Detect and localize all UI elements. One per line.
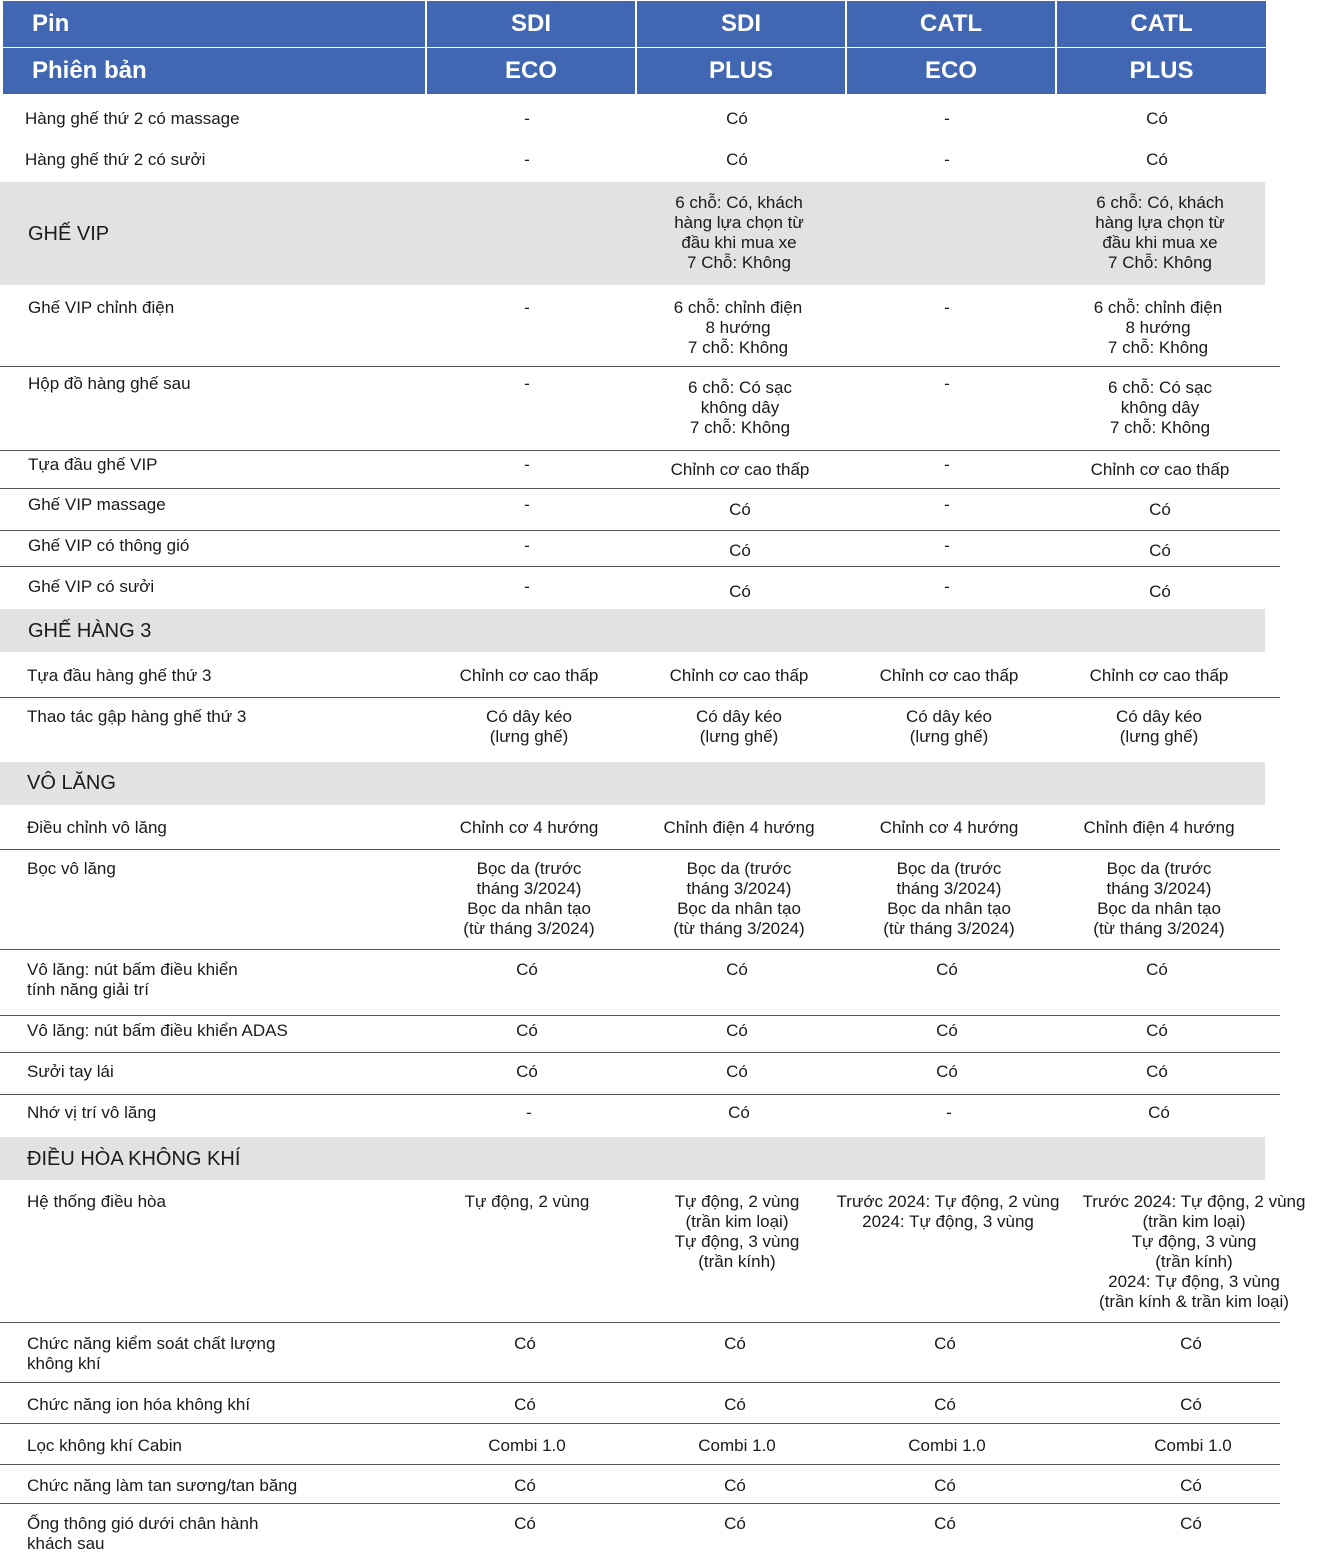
table-row <box>0 531 1280 567</box>
section-row-steering-wheel <box>0 762 1265 805</box>
value-catl-plus: 6 chỗ: chỉnh điện 8 hướng 7 chỗ: Không <box>1093 298 1223 357</box>
header-label-battery: Pin <box>3 1 425 47</box>
table-row <box>0 698 1280 762</box>
row-label: Chức năng ion hóa không khí <box>27 1395 251 1414</box>
table-row <box>0 567 1280 609</box>
value-sdi-plus: Có <box>726 1021 748 1040</box>
value-sdi-eco: Có <box>516 1062 538 1081</box>
value-catl-eco: Trước 2024: Tự động, 2 vùng 2024: Tự động, 3 vùng <box>836 1192 1060 1231</box>
header-label-version: Phiên bản <box>3 48 425 94</box>
header-version-1: ECO <box>427 48 635 94</box>
value-catl-eco: Có <box>936 1021 958 1040</box>
value-sdi-plus: Có <box>729 500 751 519</box>
table-row <box>0 1465 1280 1504</box>
row-label: Thao tác gập hàng ghế thứ 3 <box>27 707 247 726</box>
value-sdi-plus: 6 chỗ: Có, khách hàng lựa chọn từ đầu khi mua xe 7 Chỗ: Không <box>674 193 804 272</box>
header-version-3: ECO <box>847 48 1055 94</box>
value-sdi-eco: - <box>524 495 530 514</box>
section-row-air-conditioning <box>0 1137 1265 1180</box>
value-catl-eco: - <box>944 298 950 317</box>
value-catl-plus: 6 chỗ: Có, khách hàng lựa chọn từ đầu khi mua xe 7 Chỗ: Không <box>1095 193 1225 272</box>
row-label: Ghế VIP chỉnh điện <box>28 298 175 317</box>
value-catl-eco: Chỉnh cơ cao thấp <box>879 666 1019 685</box>
table-row <box>0 96 1280 138</box>
row-label: Vô lăng: nút bấm điều khiển tính năng giải trí <box>27 960 238 999</box>
value-catl-eco: - <box>944 109 950 128</box>
value-sdi-plus: Có <box>726 960 748 979</box>
row-label: Bọc vô lăng <box>27 859 116 878</box>
value-catl-eco: Có <box>936 960 958 979</box>
value-sdi-eco: Chỉnh cơ cao thấp <box>459 666 599 685</box>
row-label: Nhớ vị trí vô lăng <box>27 1103 157 1122</box>
value-sdi-plus: Có <box>729 541 751 560</box>
row-label: Hộp đồ hàng ghế sau <box>28 374 191 393</box>
header-version-2: PLUS <box>637 48 845 94</box>
value-sdi-plus: Tự động, 2 vùng (trần kim loại) Tự động, 3 vùng (trần kính) <box>674 1192 800 1271</box>
value-sdi-eco: - <box>526 1103 532 1122</box>
section-title: GHẾ HÀNG 3 <box>28 620 152 642</box>
header-col-2: SDI <box>637 1 845 47</box>
value-sdi-plus: 6 chỗ: Có sạc không dây 7 chỗ: Không <box>688 378 792 437</box>
value-sdi-eco: Có <box>514 1476 536 1495</box>
table-row <box>0 1504 1280 1554</box>
header-col-3: CATL <box>847 1 1055 47</box>
table-row <box>0 1383 1280 1424</box>
value-catl-eco: Combi 1.0 <box>908 1436 986 1455</box>
value-sdi-eco: Có <box>514 1395 536 1414</box>
value-sdi-plus: 6 chỗ: chỉnh điện 8 hướng 7 chỗ: Không <box>673 298 803 357</box>
value-sdi-eco: Có <box>516 1021 538 1040</box>
value-sdi-eco: Có <box>516 960 538 979</box>
table-row <box>0 652 1280 698</box>
row-label: Tựa đầu hàng ghế thứ 3 <box>27 666 212 685</box>
value-sdi-plus: Chỉnh cơ cao thấp <box>670 460 810 479</box>
value-sdi-eco: Có <box>514 1514 536 1533</box>
row-label: Tựa đầu ghế VIP <box>28 455 158 474</box>
value-catl-eco: - <box>944 536 950 555</box>
value-catl-plus: Có <box>1149 541 1171 560</box>
value-catl-plus: Có <box>1146 960 1168 979</box>
value-sdi-eco: - <box>524 109 530 128</box>
value-sdi-eco: Tự động, 2 vùng <box>464 1192 590 1211</box>
value-sdi-eco: Combi 1.0 <box>488 1436 566 1455</box>
value-catl-eco: Bọc da (trước tháng 3/2024) Bọc da nhân tạo (từ tháng 3/2024) <box>883 859 1015 938</box>
value-catl-eco: - <box>944 150 950 169</box>
value-sdi-eco: Bọc da (trước tháng 3/2024) Bọc da nhân tạo (từ tháng 3/2024) <box>463 859 595 938</box>
value-sdi-eco: - <box>524 150 530 169</box>
row-label: Sưởi tay lái <box>27 1062 114 1081</box>
value-sdi-eco: - <box>524 298 530 317</box>
value-sdi-plus: Có <box>724 1514 746 1533</box>
section-row-vip-seat <box>0 182 1265 285</box>
value-sdi-eco: Có dây kéo (lưng ghế) <box>486 707 572 746</box>
row-label: Ghế VIP massage <box>28 495 166 514</box>
value-catl-plus: 6 chỗ: Có sạc không dây 7 chỗ: Không <box>1108 378 1212 437</box>
value-sdi-plus: Bọc da (trước tháng 3/2024) Bọc da nhân tạo (từ tháng 3/2024) <box>673 859 805 938</box>
table-row <box>0 950 1280 1016</box>
row-label: Chức năng làm tan sương/tan băng <box>27 1476 298 1495</box>
value-catl-eco: Có <box>934 1514 956 1533</box>
value-catl-plus: Có <box>1149 500 1171 519</box>
table-row <box>0 1016 1280 1053</box>
table-row <box>0 451 1280 489</box>
row-label: Vô lăng: nút bấm điều khiển ADAS <box>27 1021 288 1040</box>
row-label: Lọc không khí Cabin <box>27 1436 182 1455</box>
value-sdi-plus: Có <box>724 1395 746 1414</box>
value-sdi-plus: Có <box>728 1103 750 1122</box>
value-catl-eco: Có <box>936 1062 958 1081</box>
value-sdi-eco: Có <box>514 1334 536 1353</box>
value-catl-plus: Trước 2024: Tự động, 2 vùng (trần kim loại) Tự động, 3 vùng (trần kính) 2024: Tự động, 3 vùng (trần kính & trần kim loại) <box>1082 1192 1306 1311</box>
value-catl-plus: Có dây kéo (lưng ghế) <box>1116 707 1202 746</box>
value-sdi-plus: Có <box>726 1062 748 1081</box>
value-sdi-plus: Có dây kéo (lưng ghế) <box>696 707 782 746</box>
row-label: Hàng ghế thứ 2 có sưởi <box>25 150 206 169</box>
header-row-version <box>0 48 1266 94</box>
value-catl-plus: Có <box>1180 1514 1202 1533</box>
value-sdi-eco: Chỉnh cơ 4 hướng <box>459 818 599 837</box>
row-label: Điều chỉnh vô lăng <box>27 818 167 837</box>
table-row <box>0 1424 1280 1465</box>
value-sdi-plus: Có <box>726 150 748 169</box>
row-label: Ống thông gió dưới chân hành khách sau <box>27 1514 259 1553</box>
value-catl-plus: Chỉnh cơ cao thấp <box>1090 460 1230 479</box>
row-label: Ghế VIP có sưởi <box>28 577 155 596</box>
value-catl-plus: Có <box>1180 1476 1202 1495</box>
value-catl-eco: Có <box>934 1334 956 1353</box>
value-sdi-eco: - <box>524 374 530 393</box>
value-catl-eco: - <box>944 455 950 474</box>
value-catl-eco: Có dây kéo (lưng ghế) <box>906 707 992 746</box>
value-sdi-eco: - <box>524 455 530 474</box>
value-catl-eco: - <box>944 374 950 393</box>
row-label: Hệ thống điều hòa <box>27 1192 166 1211</box>
section-title: ĐIỀU HÒA KHÔNG KHÍ <box>27 1148 241 1170</box>
table-row <box>0 1095 1280 1137</box>
value-catl-plus: Có <box>1146 109 1168 128</box>
value-catl-plus: Chỉnh điện 4 hướng <box>1083 818 1235 837</box>
value-catl-plus: Có <box>1146 1062 1168 1081</box>
value-sdi-plus: Combi 1.0 <box>698 1436 776 1455</box>
table-row <box>0 1053 1280 1095</box>
value-catl-eco: Có <box>934 1476 956 1495</box>
row-label: Hàng ghế thứ 2 có massage <box>25 109 240 128</box>
section-title: VÔ LĂNG <box>27 772 116 794</box>
section-title: GHẾ VIP <box>28 223 110 245</box>
value-catl-eco: - <box>944 495 950 514</box>
value-catl-eco: - <box>946 1103 952 1122</box>
table-row <box>0 489 1280 531</box>
value-catl-plus: Có <box>1146 150 1168 169</box>
header-col-1: SDI <box>427 1 635 47</box>
value-catl-plus: Có <box>1146 1021 1168 1040</box>
table-row <box>0 850 1280 950</box>
value-sdi-plus: Có <box>729 582 751 601</box>
value-sdi-plus: Có <box>724 1334 746 1353</box>
value-catl-eco: Có <box>934 1395 956 1414</box>
section-row-third-row-seat <box>0 609 1265 652</box>
value-catl-eco: - <box>944 577 950 596</box>
value-sdi-eco: - <box>524 577 530 596</box>
value-catl-plus: Combi 1.0 <box>1154 1436 1232 1455</box>
table-row <box>0 367 1280 451</box>
value-sdi-plus: Có <box>726 109 748 128</box>
value-sdi-plus: Chỉnh điện 4 hướng <box>663 818 815 837</box>
header-col-4: CATL <box>1057 1 1266 47</box>
value-catl-plus: Có <box>1180 1334 1202 1353</box>
value-catl-plus: Có <box>1180 1395 1202 1414</box>
header-version-4: PLUS <box>1057 48 1266 94</box>
table-row <box>0 285 1280 367</box>
table-row <box>0 138 1280 182</box>
table-row <box>0 1323 1280 1383</box>
row-label: Ghế VIP có thông gió <box>28 536 190 555</box>
value-sdi-eco: - <box>524 536 530 555</box>
table-row <box>0 805 1280 850</box>
value-catl-eco: Chỉnh cơ 4 hướng <box>879 818 1019 837</box>
value-catl-plus: Bọc da (trước tháng 3/2024) Bọc da nhân tạo (từ tháng 3/2024) <box>1093 859 1225 938</box>
value-sdi-plus: Có <box>724 1476 746 1495</box>
value-catl-plus: Chỉnh cơ cao thấp <box>1089 666 1229 685</box>
value-catl-plus: Có <box>1148 1103 1170 1122</box>
table-row <box>0 1180 1306 1323</box>
header-row-battery <box>0 1 1266 47</box>
value-sdi-plus: Chỉnh cơ cao thấp <box>669 666 809 685</box>
value-catl-plus: Có <box>1149 582 1171 601</box>
row-label: Chức năng kiểm soát chất lượng không khí <box>27 1334 276 1373</box>
